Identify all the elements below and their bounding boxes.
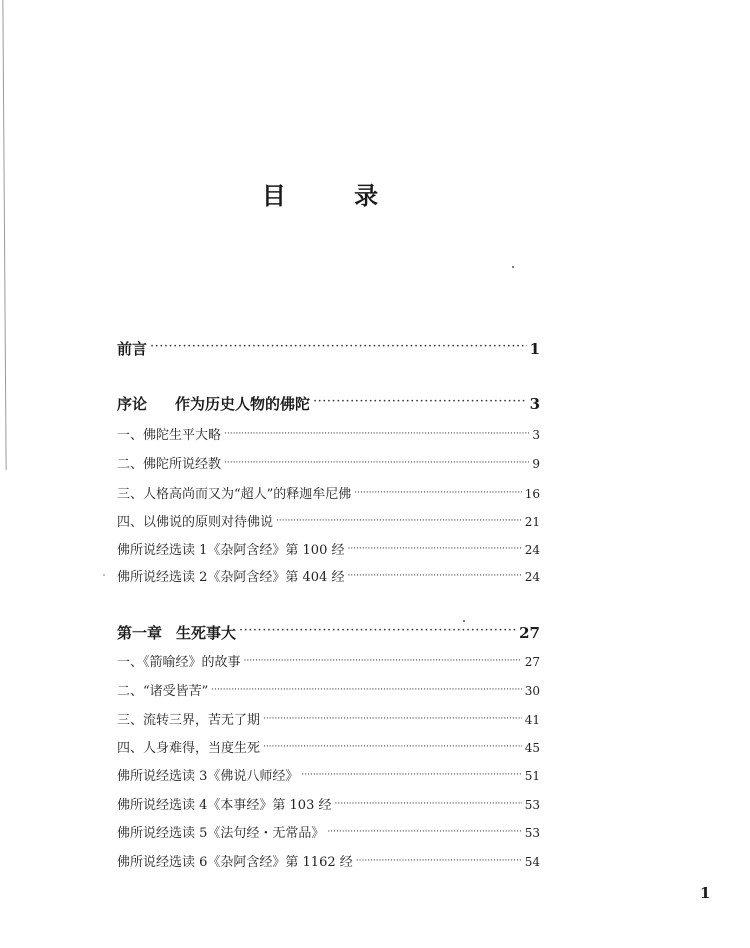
toc-entry-label: 一、《箭喻经》的故事: [117, 655, 241, 670]
toc-entry[interactable]: [117, 680, 540, 699]
toc-entry[interactable]: [117, 424, 540, 443]
scan-speck: [512, 266, 514, 268]
toc-entry-page: 30: [524, 684, 540, 698]
toc-entry-page: 53: [524, 826, 540, 840]
toc-entry-label: 佛所说经选读 4《本事经》第 103 经: [117, 798, 332, 813]
toc-entry-page: 41: [524, 713, 540, 727]
dot-leader: [263, 711, 522, 724]
toc-entry-page: 45: [524, 741, 540, 755]
dot-leader: [347, 541, 521, 554]
toc-entry-page: 21: [524, 515, 540, 529]
toc-entry-page: 53: [524, 798, 540, 812]
dot-leader: [313, 394, 527, 409]
dot-leader: [301, 767, 521, 780]
dot-leader: [327, 824, 521, 837]
toc-entry-page: 16: [524, 487, 540, 501]
toc-entry-label: [117, 393, 310, 414]
scan-speck: [463, 620, 465, 622]
toc-entry[interactable]: [117, 737, 540, 756]
toc-entry-label: 四、人身难得，当度生死: [117, 741, 261, 756]
dot-leader: [263, 739, 522, 752]
toc-entry[interactable]: [117, 765, 540, 784]
toc-entry-section: 第一章: [117, 624, 163, 642]
toc-entry-page: 27: [524, 655, 540, 669]
dot-leader: [211, 682, 521, 695]
dot-leader: [239, 623, 516, 638]
toc-entry-label: 佛所说经选读 3《佛说八师经》: [117, 769, 299, 784]
toc-entry[interactable]: [117, 566, 540, 585]
toc-entry[interactable]: [117, 851, 540, 870]
toc-entry-page: 1: [529, 340, 540, 358]
page-title: 目 录: [261, 181, 409, 210]
toc-entry-label: 佛所说经选读 1《杂阿含经》第 100 经: [117, 543, 345, 558]
dot-leader: [356, 853, 522, 866]
toc-entry-introduction[interactable]: [117, 393, 540, 414]
toc-entry-page: 3: [529, 395, 540, 413]
dot-leader: [354, 485, 521, 498]
toc-entry-label: 佛所说经选读 5《法句经・无常品》: [117, 826, 325, 841]
toc-entry-title: 作为历史人物的佛陀: [175, 395, 311, 413]
toc-entry-page: 24: [524, 570, 540, 584]
scan-speck: [103, 574, 105, 576]
toc-entry-chapter-1[interactable]: [117, 622, 540, 643]
toc-entry[interactable]: [117, 709, 540, 728]
scan-edge-line: [2, 0, 6, 470]
toc-entry[interactable]: [117, 539, 540, 558]
toc-entry-label: 二、佛陀所说经教: [117, 457, 222, 472]
toc-entry[interactable]: [117, 794, 540, 813]
toc-entry-label: 佛所说经选读 2《杂阿含经》第 404 经: [117, 570, 345, 585]
toc-entry-label: [117, 622, 236, 643]
toc-entry-label: 前言: [117, 340, 148, 358]
dot-leader: [224, 426, 529, 439]
toc-entry-page: 24: [524, 543, 540, 557]
dot-leader: [334, 796, 521, 809]
toc-entry-label: 二、“诸受皆苦”: [117, 684, 209, 699]
toc-entry-section: 序论: [117, 395, 148, 413]
toc-entry[interactable]: [117, 453, 540, 472]
toc-entry[interactable]: [117, 511, 540, 530]
toc-entry[interactable]: [117, 822, 540, 841]
toc-entry-preface[interactable]: [117, 338, 540, 359]
page-number: 1: [700, 884, 711, 902]
toc-entry-label: 佛所说经选读 6《杂阿含经》第 1162 经: [117, 855, 353, 870]
toc-entry-label: 一、佛陀生平大略: [117, 428, 222, 443]
toc-entry-page: 51: [524, 769, 540, 783]
toc-entry-title: 生死事大: [176, 624, 237, 642]
dot-leader: [150, 339, 527, 354]
dot-leader: [244, 653, 522, 666]
toc-entry[interactable]: [117, 651, 540, 670]
toc-entry[interactable]: [117, 483, 540, 502]
toc-entry-page: 9: [532, 457, 540, 471]
toc-entry-page: 3: [532, 428, 540, 442]
toc-entry-label: 三、人格高尚而又为“超人”的释迦牟尼佛: [117, 487, 352, 502]
dot-leader: [276, 513, 522, 526]
dot-leader: [224, 455, 529, 468]
dot-leader: [347, 568, 521, 581]
toc-entry-page: 27: [519, 624, 540, 642]
toc-entry-page: 54: [524, 855, 540, 869]
toc-entry-label: 三、流转三界，苦无了期: [117, 713, 261, 728]
toc-entry-label: 四、以佛说的原则对待佛说: [117, 515, 274, 530]
